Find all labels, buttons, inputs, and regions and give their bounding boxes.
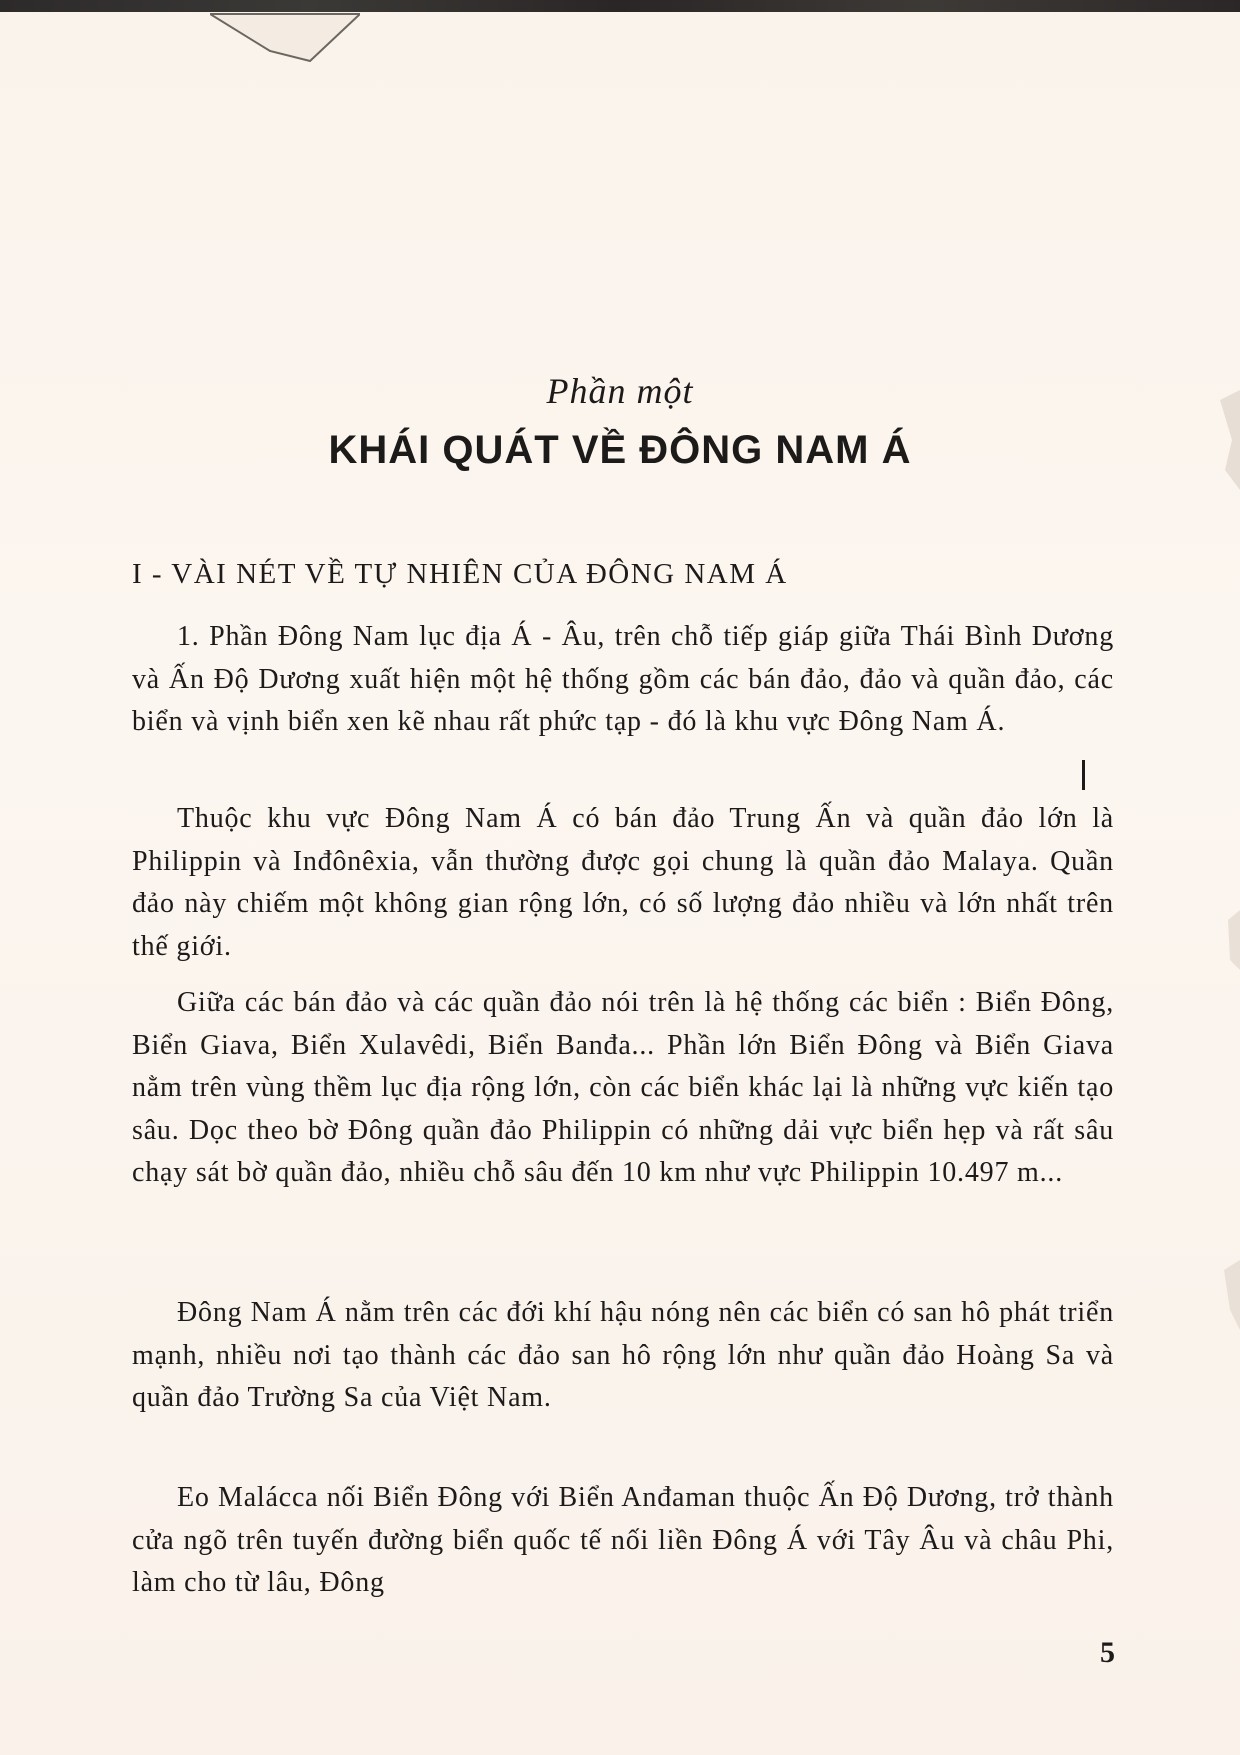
paragraph-1: 1. Phần Đông Nam lục địa Á - Âu, trên chỗ tiếp giáp giữa Thái Bình Dương và Ấn Độ Dương xuất hiện một hệ thống gồm các bán đảo, đảo và quần đảo, các biển và vịnh biển xen kẽ nhau rất phức tạp - đó là khu vực Đông Nam Á. bbox=[132, 621, 1114, 737]
paragraph-2: Thuộc khu vực Đông Nam Á có bán đảo Trung Ấn và quần đảo lớn là Philippin và Inđônêxia, vẫn thường được gọi chung là quần đảo Malaya. Quần đảo này chiếm một không gian rộng lớn, có số lượng đảo nhiều và lớn nhất trên thế giới. bbox=[132, 803, 1114, 962]
page-edge-damage bbox=[1180, 320, 1240, 1520]
paragraph-4: Đông Nam Á nằm trên các đới khí hậu nóng nên các biển có san hô phát triển mạnh, nhiều nơi tạo thành các đảo san hô rộng lớn như quần đảo Hoàng Sa và quần đảo Trường Sa của Việt Nam. bbox=[132, 1297, 1114, 1413]
margin-mark bbox=[1082, 760, 1085, 790]
part-label: Phần một bbox=[546, 371, 694, 411]
scan-top-edge bbox=[0, 0, 1240, 12]
page-title: KHÁI QUÁT VỀ ĐÔNG NAM Á bbox=[328, 428, 912, 472]
page-number: 5 bbox=[1100, 1636, 1115, 1669]
paragraph-3: Giữa các bán đảo và các quần đảo nói trên là hệ thống các biển : Biển Đông, Biển Giava, Biển Xulavêdi, Biển Banđa... Phần lớn Biển Đông và Biển Giava nằm trên vùng thềm lục địa rộng lớn, còn các biển khác lại là những vực kiến tạo sâu. Dọc theo bờ Đông quần đảo Philippin có những dải vực biển hẹp và rất sâu chạy sát bờ quần đảo, nhiều chỗ sâu đến 10 km như vực Philippin 10.497 m... bbox=[132, 987, 1114, 1188]
section-heading: I - VÀI NÉT VỀ TỰ NHIÊN CỦA ĐÔNG NAM Á bbox=[132, 558, 788, 590]
paragraph-5: Eo Malácca nối Biển Đông với Biển Anđaman thuộc Ấn Độ Dương, trở thành cửa ngõ trên tuyến đường biển quốc tế nối liền Đông Á với Tây Âu và châu Phi, làm cho từ lâu, Đông bbox=[132, 1482, 1114, 1598]
torn-paper-flap bbox=[210, 6, 360, 66]
